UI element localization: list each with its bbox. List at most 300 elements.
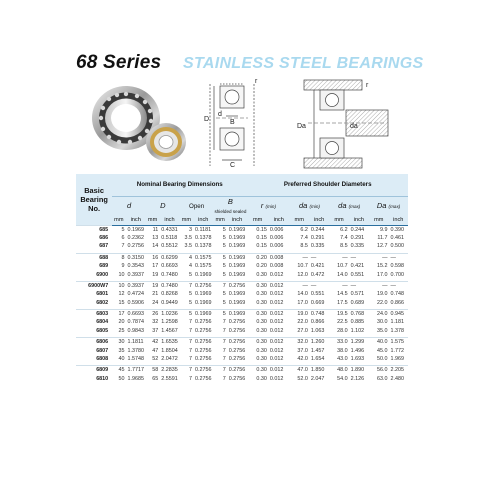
col-open-header: Open: [180, 196, 214, 215]
cell-mm: 50.0: [376, 355, 388, 362]
cell-inch: 0.2756: [227, 282, 248, 291]
cell-mm: 24: [152, 299, 159, 306]
cell-mm: 0.20: [247, 254, 268, 263]
cell-mm: 7: [180, 282, 193, 291]
cell-mm: 43.0: [337, 355, 348, 362]
cell-inch: 1.063: [310, 327, 325, 334]
cell-mm: 7: [222, 319, 226, 326]
cell-mm: 19.0: [290, 310, 309, 319]
shoulder-diameters-header: Preferred Shoulder Diameters: [247, 174, 408, 196]
cell-mm: 21: [152, 291, 159, 298]
cell-mm: 17.0: [297, 299, 308, 306]
cell-mm: 7: [188, 375, 192, 382]
unit-mm: mm: [369, 215, 388, 226]
basic-bearing-header: Basic Bearing No.: [76, 174, 112, 226]
cell-inch: 0.1575: [194, 255, 212, 262]
diagram-label-r: r: [255, 78, 258, 85]
cell-inch: 0.2756: [228, 355, 246, 362]
unit-mm: mm: [290, 215, 309, 226]
cell-inch: 0.244: [309, 226, 330, 235]
cell-mm: 30: [112, 338, 125, 347]
cell-inch: 0.1969: [227, 254, 248, 263]
bearing-number: 6900: [96, 271, 109, 278]
bearing-number: 688: [76, 254, 112, 263]
cell-inch: 1.4567: [161, 327, 178, 334]
cell-inch: 1.654: [310, 355, 325, 362]
cell-inch: —: [388, 282, 408, 291]
cell-inch: 0.6693: [127, 311, 144, 318]
cell-inch: 0.9843: [127, 327, 144, 334]
cell-inch: 0.421: [350, 263, 365, 270]
cell-mm: 14.0: [337, 271, 348, 278]
cell-inch: 2.205: [388, 366, 408, 375]
cell-mm: 5: [222, 263, 226, 270]
cell-mm: 0.30: [256, 291, 267, 298]
cell-mm: 25: [118, 327, 125, 334]
table-row: [76, 327, 408, 335]
cell-mm: 12.7: [376, 243, 388, 250]
cell-mm: 7.4: [300, 235, 308, 242]
cell-mm: 5: [112, 226, 125, 235]
cell-inch: —: [388, 254, 408, 263]
cell-mm: —: [290, 254, 309, 263]
bearing-number: 6807: [96, 347, 109, 354]
cell-inch: 0.461: [390, 235, 404, 242]
spec-table-body: [76, 226, 408, 383]
table-row: [76, 242, 408, 250]
cell-mm: 15: [118, 299, 125, 306]
cell-inch: 0.390: [388, 226, 408, 235]
cell-mm: 0.30: [256, 355, 267, 362]
cell-mm: 40: [118, 355, 125, 362]
cell-inch: 0.2756: [194, 339, 212, 346]
cell-inch: 0.1969: [228, 243, 246, 250]
cell-inch: 1.772: [390, 347, 404, 354]
cell-inch: 0.7480: [161, 271, 178, 278]
cell-mm: 5: [188, 299, 192, 306]
cell-inch: —: [309, 282, 330, 291]
cell-inch: 0.2756: [228, 319, 246, 326]
cell-inch: 0.2756: [227, 366, 248, 375]
cell-mm: 7.4: [340, 235, 348, 242]
cell-inch: 1.299: [349, 338, 370, 347]
cell-inch: 1.457: [310, 347, 325, 354]
cell-inch: 2.480: [390, 375, 404, 382]
cell-mm: 32: [152, 319, 159, 326]
col-D-header: D: [146, 196, 180, 215]
cell-inch: 0.012: [268, 310, 290, 319]
cell-mm: 42.0: [297, 355, 308, 362]
cell-inch: 0.012: [268, 366, 290, 375]
unit-inch: inch: [309, 215, 330, 226]
cell-inch: 0.2756: [127, 243, 144, 250]
cell-inch: 1.496: [350, 347, 365, 354]
cell-mm: 22.0: [376, 299, 388, 306]
table-row: [76, 346, 408, 354]
table-row: [76, 254, 408, 263]
cell-inch: 0.1969: [194, 299, 212, 306]
cell-inch: 0.4724: [127, 291, 144, 298]
cell-mm: 4: [180, 254, 193, 263]
cell-inch: 0.598: [390, 263, 404, 270]
bearing-spec-table: [76, 174, 408, 383]
cell-inch: 0.335: [350, 243, 365, 250]
cell-mm: 40.0: [369, 338, 388, 347]
cell-inch: —: [349, 282, 370, 291]
bearing-number: 6900W7: [76, 282, 112, 291]
cell-mm: 17.0: [376, 271, 388, 278]
cell-inch: 1.3780: [127, 347, 144, 354]
cell-mm: —: [329, 254, 348, 263]
cell-mm: —: [369, 282, 388, 291]
cell-inch: 1.8504: [161, 347, 178, 354]
cell-inch: 0.291: [350, 235, 365, 242]
cell-inch: 0.1969: [194, 311, 212, 318]
bearing-photo: [82, 80, 194, 168]
cell-inch: 0.500: [390, 243, 404, 250]
series-title: 68 Series: [76, 52, 162, 73]
cell-mm: 8: [112, 254, 125, 263]
cell-mm: 16: [146, 254, 159, 263]
bearing-number: 6801: [96, 291, 109, 298]
bearing-number: 6803: [76, 310, 112, 319]
cell-mm: 4: [188, 263, 192, 270]
cell-inch: 0.866: [390, 299, 404, 306]
cell-mm: 5: [180, 310, 193, 319]
cell-inch: 1.260: [309, 338, 330, 347]
cell-inch: 0.1969: [227, 310, 248, 319]
cell-mm: 10: [118, 271, 125, 278]
cell-mm: 22.5: [337, 319, 348, 326]
cell-mm: 38.0: [337, 347, 348, 354]
cell-mm: 5: [188, 291, 192, 298]
cell-inch: 0.945: [388, 310, 408, 319]
cell-mm: 20: [118, 319, 125, 326]
unit-inch: inch: [193, 215, 214, 226]
cell-mm: 12: [118, 291, 125, 298]
cell-mm: 5: [213, 226, 226, 235]
cell-inch: 0.421: [310, 263, 325, 270]
cell-inch: 1.575: [388, 338, 408, 347]
cell-inch: —: [309, 254, 330, 263]
cell-mm: 7: [213, 366, 226, 375]
diagram-label-D: D: [204, 116, 210, 123]
cell-inch: 0.551: [310, 291, 325, 298]
cell-mm: 19: [152, 271, 159, 278]
cell-inch: 0.1969: [227, 226, 248, 235]
cell-mm: 6: [121, 235, 125, 242]
cell-inch: 0.6299: [161, 255, 178, 262]
col-da-max-header: da (max): [329, 196, 369, 215]
cell-mm: 17: [112, 310, 125, 319]
table-row: [76, 270, 408, 278]
cell-mm: 35: [118, 347, 125, 354]
cell-mm: 0.30: [247, 338, 268, 347]
cell-inch: 0.2756: [194, 319, 212, 326]
cell-inch: 0.1181: [193, 226, 214, 235]
cell-mm: 5: [222, 291, 226, 298]
table-row: [76, 338, 408, 347]
col-d-header: d: [112, 196, 146, 215]
col-da-min-header: da (min): [290, 196, 330, 215]
table-row: [76, 226, 408, 235]
unit-inch: inch: [125, 215, 146, 226]
cell-inch: 1.378: [390, 327, 404, 334]
diagram-label-Da: Da: [297, 123, 306, 130]
cell-mm: 9: [121, 263, 125, 270]
cell-inch: 0.571: [350, 291, 365, 298]
cell-mm: 7: [188, 347, 192, 354]
cell-mm: 19.5: [329, 310, 348, 319]
cell-mm: 30.0: [376, 319, 388, 326]
cell-mm: 42: [146, 338, 159, 347]
cell-mm: 13: [152, 235, 159, 242]
cell-inch: 0.1969: [228, 291, 246, 298]
table-row: [76, 355, 408, 363]
cell-mm: 7: [180, 366, 193, 375]
cell-inch: 0.7480: [161, 283, 178, 290]
cell-inch: 0.700: [390, 271, 404, 278]
nominal-dimensions-header: Nominal Bearing Dimensions: [112, 174, 247, 196]
cell-inch: 0.012: [269, 319, 284, 326]
cell-inch: 0.008: [269, 263, 284, 270]
cell-mm: 0.15: [256, 243, 267, 250]
diagram-label-da: da: [350, 123, 358, 130]
cell-inch: 0.1969: [228, 271, 246, 278]
cell-inch: 0.012: [268, 282, 290, 291]
cell-mm: 0.30: [256, 375, 267, 382]
diagram-label-r2: r: [366, 82, 369, 89]
cell-inch: 0.2756: [194, 347, 212, 354]
bearing-number: 6804: [96, 319, 109, 326]
cell-mm: 7: [188, 327, 192, 334]
cell-mm: 5: [222, 299, 226, 306]
cell-mm: 0.30: [256, 347, 267, 354]
bearing-number: 6809: [76, 366, 112, 375]
cell-inch: 0.748: [390, 291, 404, 298]
cell-mm: 7: [213, 282, 226, 291]
table-row: [76, 318, 408, 326]
cell-mm: —: [329, 282, 348, 291]
cell-inch: 0.4331: [161, 227, 178, 233]
cell-inch: 2.126: [350, 375, 365, 382]
cell-inch: 2.0472: [161, 355, 178, 362]
cell-mm: 7: [121, 243, 125, 250]
brand-title: STAINLESS STEEL BEARINGS: [183, 55, 424, 72]
cell-mm: 52.0: [297, 375, 308, 382]
cell-inch: 0.768: [349, 310, 370, 319]
cell-mm: 0.30: [247, 310, 268, 319]
cell-mm: 7: [222, 327, 226, 334]
cell-inch: 0.6693: [161, 263, 178, 270]
cell-inch: 0.012: [269, 375, 284, 382]
cell-mm: 10: [112, 282, 125, 291]
cell-inch: 0.1575: [194, 263, 212, 270]
unit-mm: mm: [213, 215, 226, 226]
cell-mm: 11.7: [377, 235, 388, 242]
cell-mm: 19.0: [376, 291, 388, 298]
cell-mm: 37: [152, 327, 159, 334]
table-row: [76, 282, 408, 291]
cell-inch: 0.2362: [127, 235, 144, 242]
cell-inch: 0.1378: [194, 235, 212, 242]
cell-mm: 0.30: [256, 271, 267, 278]
cell-mm: 0.30: [256, 299, 267, 306]
cell-mm: 56.0: [369, 366, 388, 375]
cell-inch: 0.006: [269, 235, 284, 242]
unit-mm: mm: [146, 215, 159, 226]
cell-mm: 48.0: [329, 366, 348, 375]
cell-inch: 0.669: [310, 299, 325, 306]
table-row: [76, 234, 408, 242]
cell-inch: 0.885: [350, 319, 365, 326]
cell-mm: 45: [112, 366, 125, 375]
bearing-dimension-diagram: [196, 76, 396, 176]
cell-mm: 37.0: [297, 347, 308, 354]
cell-mm: 3: [180, 226, 193, 235]
cell-inch: 2.2835: [161, 367, 178, 374]
cell-inch: 0.1969: [228, 235, 246, 242]
cell-mm: 5: [222, 243, 226, 250]
cell-inch: 0.1969: [127, 227, 144, 233]
table-row: [76, 366, 408, 375]
cell-mm: 0.30: [247, 282, 268, 291]
cell-mm: 47: [152, 347, 159, 354]
bearing-number: 6806: [76, 338, 112, 347]
cell-mm: 7: [213, 338, 226, 347]
col-Da-header: Da (max): [369, 196, 408, 215]
cell-mm: 50: [118, 375, 125, 382]
col-r-header: r (min): [247, 196, 289, 215]
cell-inch: 0.3543: [127, 263, 144, 270]
cell-mm: 3.5: [184, 243, 192, 250]
cell-mm: 0.15: [247, 226, 268, 235]
cell-mm: —: [290, 282, 309, 291]
cell-mm: 52: [152, 355, 159, 362]
cell-inch: 2.5591: [161, 375, 178, 382]
cell-mm: 0.30: [256, 327, 267, 334]
cell-mm: 24.0: [369, 310, 388, 319]
cell-inch: 0.5906: [127, 299, 144, 306]
cell-mm: 5: [213, 310, 226, 319]
cell-mm: —: [369, 254, 388, 263]
cell-inch: 1.0236: [161, 311, 178, 318]
cell-mm: 5: [222, 235, 226, 242]
cell-inch: 0.008: [268, 254, 290, 263]
cell-mm: 11: [146, 226, 159, 235]
cell-inch: 0.012: [269, 291, 284, 298]
cell-mm: 17: [152, 263, 159, 270]
cell-mm: 14.0: [297, 291, 308, 298]
cell-inch: 0.3937: [127, 271, 144, 278]
unit-inch: inch: [268, 215, 290, 226]
cell-mm: 0.30: [247, 366, 268, 375]
cell-mm: 0.15: [256, 235, 267, 242]
bearing-number: 685: [76, 226, 112, 235]
cell-inch: 0.551: [350, 271, 365, 278]
unit-inch: inch: [388, 215, 408, 226]
cell-inch: 0.748: [309, 310, 330, 319]
cell-inch: 1.5748: [127, 355, 144, 362]
cell-inch: 0.335: [310, 243, 325, 250]
cell-inch: 0.7874: [127, 319, 144, 326]
cell-inch: 0.2756: [194, 327, 212, 334]
cell-mm: 47.0: [290, 366, 309, 375]
unit-mm: mm: [180, 215, 193, 226]
cell-mm: 7: [222, 347, 226, 354]
cell-inch: 1.7717: [127, 367, 144, 374]
cell-inch: 0.3937: [127, 283, 144, 290]
cell-mm: 14.5: [337, 291, 348, 298]
diagram-label-d: d: [218, 111, 222, 118]
cell-inch: 0.1969: [228, 263, 246, 270]
diagram-label-C: C: [230, 162, 236, 169]
cell-inch: 1.693: [350, 355, 365, 362]
cell-mm: 7: [188, 319, 192, 326]
cell-inch: 0.244: [349, 226, 370, 235]
cell-inch: 0.1969: [194, 291, 212, 298]
cell-inch: 0.291: [310, 235, 325, 242]
cell-inch: 0.472: [310, 271, 325, 278]
col-shielded-header: B shielded sealed: [214, 196, 247, 214]
bearing-number: 6802: [96, 299, 109, 306]
unit-inch: inch: [227, 215, 248, 226]
cell-inch: 1.9685: [127, 375, 144, 382]
bearing-number: 6805: [96, 327, 109, 334]
cell-mm: 0.30: [256, 319, 267, 326]
cell-mm: 17.5: [337, 299, 348, 306]
cell-mm: 27.0: [297, 327, 308, 334]
cell-inch: 0.012: [268, 338, 290, 347]
cell-mm: 28.0: [337, 327, 348, 334]
cell-inch: 1.850: [309, 366, 330, 375]
cell-inch: 1.6535: [161, 339, 178, 346]
cell-inch: 1.2598: [161, 319, 178, 326]
cell-mm: 22.0: [297, 319, 308, 326]
cell-mm: 10.7: [337, 263, 348, 270]
cell-mm: 5: [222, 271, 226, 278]
unit-mm: mm: [329, 215, 348, 226]
cell-mm: 35.0: [376, 327, 388, 334]
cell-inch: —: [349, 254, 370, 263]
cell-inch: 0.2756: [194, 283, 212, 290]
cell-inch: 0.9449: [161, 299, 178, 306]
cell-mm: 15.2: [376, 263, 388, 270]
cell-inch: 0.2756: [194, 355, 212, 362]
cell-inch: 0.2756: [227, 338, 248, 347]
table-row: [76, 374, 408, 382]
table-row: [76, 310, 408, 319]
cell-inch: 0.2756: [194, 367, 212, 374]
cell-inch: 0.012: [269, 271, 284, 278]
cell-mm: 58: [146, 366, 159, 375]
cell-inch: 0.1969: [228, 299, 246, 306]
cell-inch: 0.2756: [228, 347, 246, 354]
cell-mm: 6.2: [329, 226, 348, 235]
cell-inch: 0.012: [269, 347, 284, 354]
cell-inch: 0.2756: [228, 327, 246, 334]
cell-inch: 0.006: [269, 243, 284, 250]
cell-inch: 0.1378: [194, 243, 212, 250]
unit-inch: inch: [159, 215, 180, 226]
cell-mm: 26: [146, 310, 159, 319]
cell-inch: 1.1811: [125, 338, 146, 347]
cell-mm: 14: [152, 243, 159, 250]
cell-inch: 0.689: [350, 299, 365, 306]
cell-inch: 0.2756: [194, 375, 212, 382]
bearing-number: 689: [99, 263, 109, 270]
cell-mm: 8.5: [300, 243, 308, 250]
